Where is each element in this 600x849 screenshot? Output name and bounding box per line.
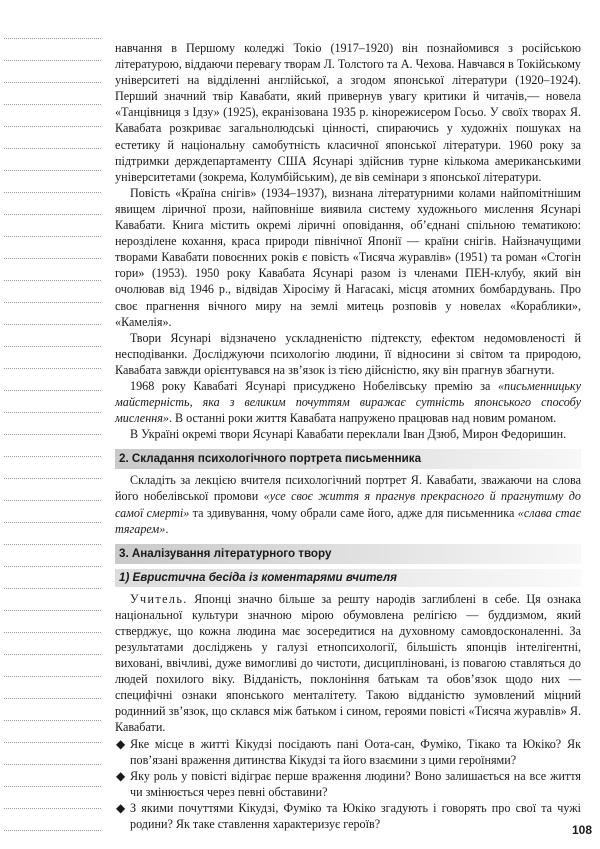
note-line [4,346,101,347]
task-text: Складіть за лекцією вчителя психологічний портрет Я. Кавабати, зважаючи на слова його нобелівської промови [115,473,581,504]
note-line [4,192,101,193]
task-text: . [165,521,169,536]
note-line [4,478,101,479]
note-line [4,742,101,743]
diamond-bullet-icon: ◆ [116,768,126,783]
note-line [4,236,101,237]
body-paragraph-4 [115,378,581,426]
note-line [4,698,101,699]
question-text: З якими почуттями Кікудзі, Фуміко та Юкіко згадують і говорять про свої та чужі родини? Як таке ставлення характеризує героїв? [130,800,581,832]
teacher-label: Учитель. [130,591,188,606]
note-line [4,368,101,369]
note-line [4,456,101,457]
note-line [4,412,101,413]
note-line [4,60,101,61]
main-text [115,40,581,832]
section-3-subheading: 1) Евристична бесіда із коментарями вчителя [115,569,581,587]
note-line [4,214,101,215]
note-line [4,500,101,501]
diamond-bullet-icon: ◆ [116,800,126,815]
note-line [4,82,101,83]
note-line [4,720,101,721]
note-line [4,830,101,831]
section-3-heading: 3. Аналізування літературного твору [115,544,581,564]
note-line [4,786,101,787]
note-line [4,544,101,545]
nobel-text: 1968 року Кавабаті Ясунарі присуджено Нобелівську премію за [130,378,498,393]
fame-quote: «слава стає тягарем» [115,505,581,536]
note-line [4,588,101,589]
question-text: Яке місце в житті Кікудзі посідають пані Оота-сан, Фуміко, Тікако та Юкіко? Як пов’язані враження дитинства Кікудзі та його взаємини з цими героїнями? [130,736,581,767]
list-item [115,800,581,832]
note-line [4,654,101,655]
note-line [4,324,101,325]
teacher-text: Японці значно більше за решту народів заглиблені в себе. Ця ознака національної культури значною мірою обумовлена релігією — буддизмом, який стверджує, що кожна людина має зосередитися на духовному самовдосконаленні. За результатами досліджень у галузі етнопсихології, більшість японців інтелігентні, виховані, ввічливі, дуже вимогливі до чистоти, дисципліновані, із повагою ставляться до людей похилого віку. Відданість, поклоніння батькам та обов’язок щодо них — специфічні ознаки японського менталітету. Такою відданістю зумовлений міцний родинний зв’язок, що склався між батьком і сином, героями повісті «Тисяча журавлів» Я. Кавабати. [115,591,581,735]
note-line [4,302,101,303]
list-item [115,768,581,800]
note-line [4,522,101,523]
note-line [4,258,101,259]
note-line [4,632,101,633]
note-line [4,390,101,391]
task-text: та здивування, чому обрали саме його, адже для письменника [189,505,518,520]
note-line [4,764,101,765]
note-line [4,808,101,809]
note-line [4,104,101,105]
section-2-task [115,472,581,536]
diamond-bullet-icon: ◆ [116,736,126,751]
note-line [4,566,101,567]
note-line [4,126,101,127]
list-item [115,736,581,768]
teacher-commentary [115,591,581,736]
body-paragraph-1: навчання в Першому коледжі Токіо (1917–1920) він познайомився з російською літературою, віддаючи перевагу творам Л. Толстого та А. Чехова. Навчався в Токійському університеті на відділенні англійської, а згодом японської літератури (1920–1924). Перший значний твір Кавабати, який привернув увагу критики й читачів,— новела «Танцівниця з Ідзу» (1925), екранізована 1935 р. кінорежисером Госьо. У своїх творах Я. Кавабата розкриває загальнолюдські цінності, спираючись у художніх пошуках на естетику й національну самобутність класичної японської літератури. 1960 року за підтримки держдепартаменту США Ясунарі здійснив турне кількома американськими університетами (зокрема, Колумбійським), де вів семінари з японської літератури. [115,41,581,184]
note-line [4,170,101,171]
nobel-text-end: . В останні роки життя Кавабата напружено працював над новим романом. [168,411,557,426]
note-line [4,38,101,39]
body-paragraph-2: Повість «Країна снігів» (1934–1937), визнана літературними колами найпомітнішим явищем ліричної прози, найповніше виявила систему художнього мислення Ясунарі Кавабати. Книга містить окремі ліричні оповідання, об’єднані спільною тематикою: нерозділене кохання, краса природи північної Японії — країни снігів. Найзначущими творами Кавабати повоєнних років є повість «Тисяча журавлів» (1951) та роман «Стогін гори» (1953). 1950 року Кавабата Ясунарі разом із членами ПЕН-клубу, який він очолював від 1946 р., відвідав Хіросіму й Нагасакі, місця атомних бомбардувань. Про своє прагнення вічного миру на землі митець розповів у новелах «Кораблики», «Камелія». [115,185,581,329]
nobel-quote: «письменницьку майстерність, яка з великим почуттям виражає сутність японського способу мислення» [115,378,581,426]
section-2-heading: 2. Складання психологічного портрета письменника [115,449,581,469]
body-paragraph-5: В Україні окремі твори Ясунарі Кавабати переклали Іван Дзюб, Мирон Федоришин. [130,427,567,442]
note-line [4,148,101,149]
note-line [4,676,101,677]
body-paragraph-3: Твори Ясунарі відзначено ускладненістю підтексту, ефектом недомовленості й несподіванки. Досліджуючи психологію людини, її відносини зі світом та природою, Кавабата завжди орієнтувався на зв’язок із тією дійсністю, яку він прагнув збагнути. [115,330,581,377]
nobel-speech-quote: «усе своє життя я прагнув прекрасного й прагнутиму до самої смерті» [115,489,581,520]
page-number: 108 [571,823,592,837]
question-text: Яку роль у повісті відіграє перше враження людини? Воно залишається на все життя чи змінюється через певні обставини? [130,768,581,799]
note-line [4,280,101,281]
note-line [4,434,101,435]
question-list [115,736,581,833]
note-line [4,610,101,611]
notes-margin [4,38,101,838]
